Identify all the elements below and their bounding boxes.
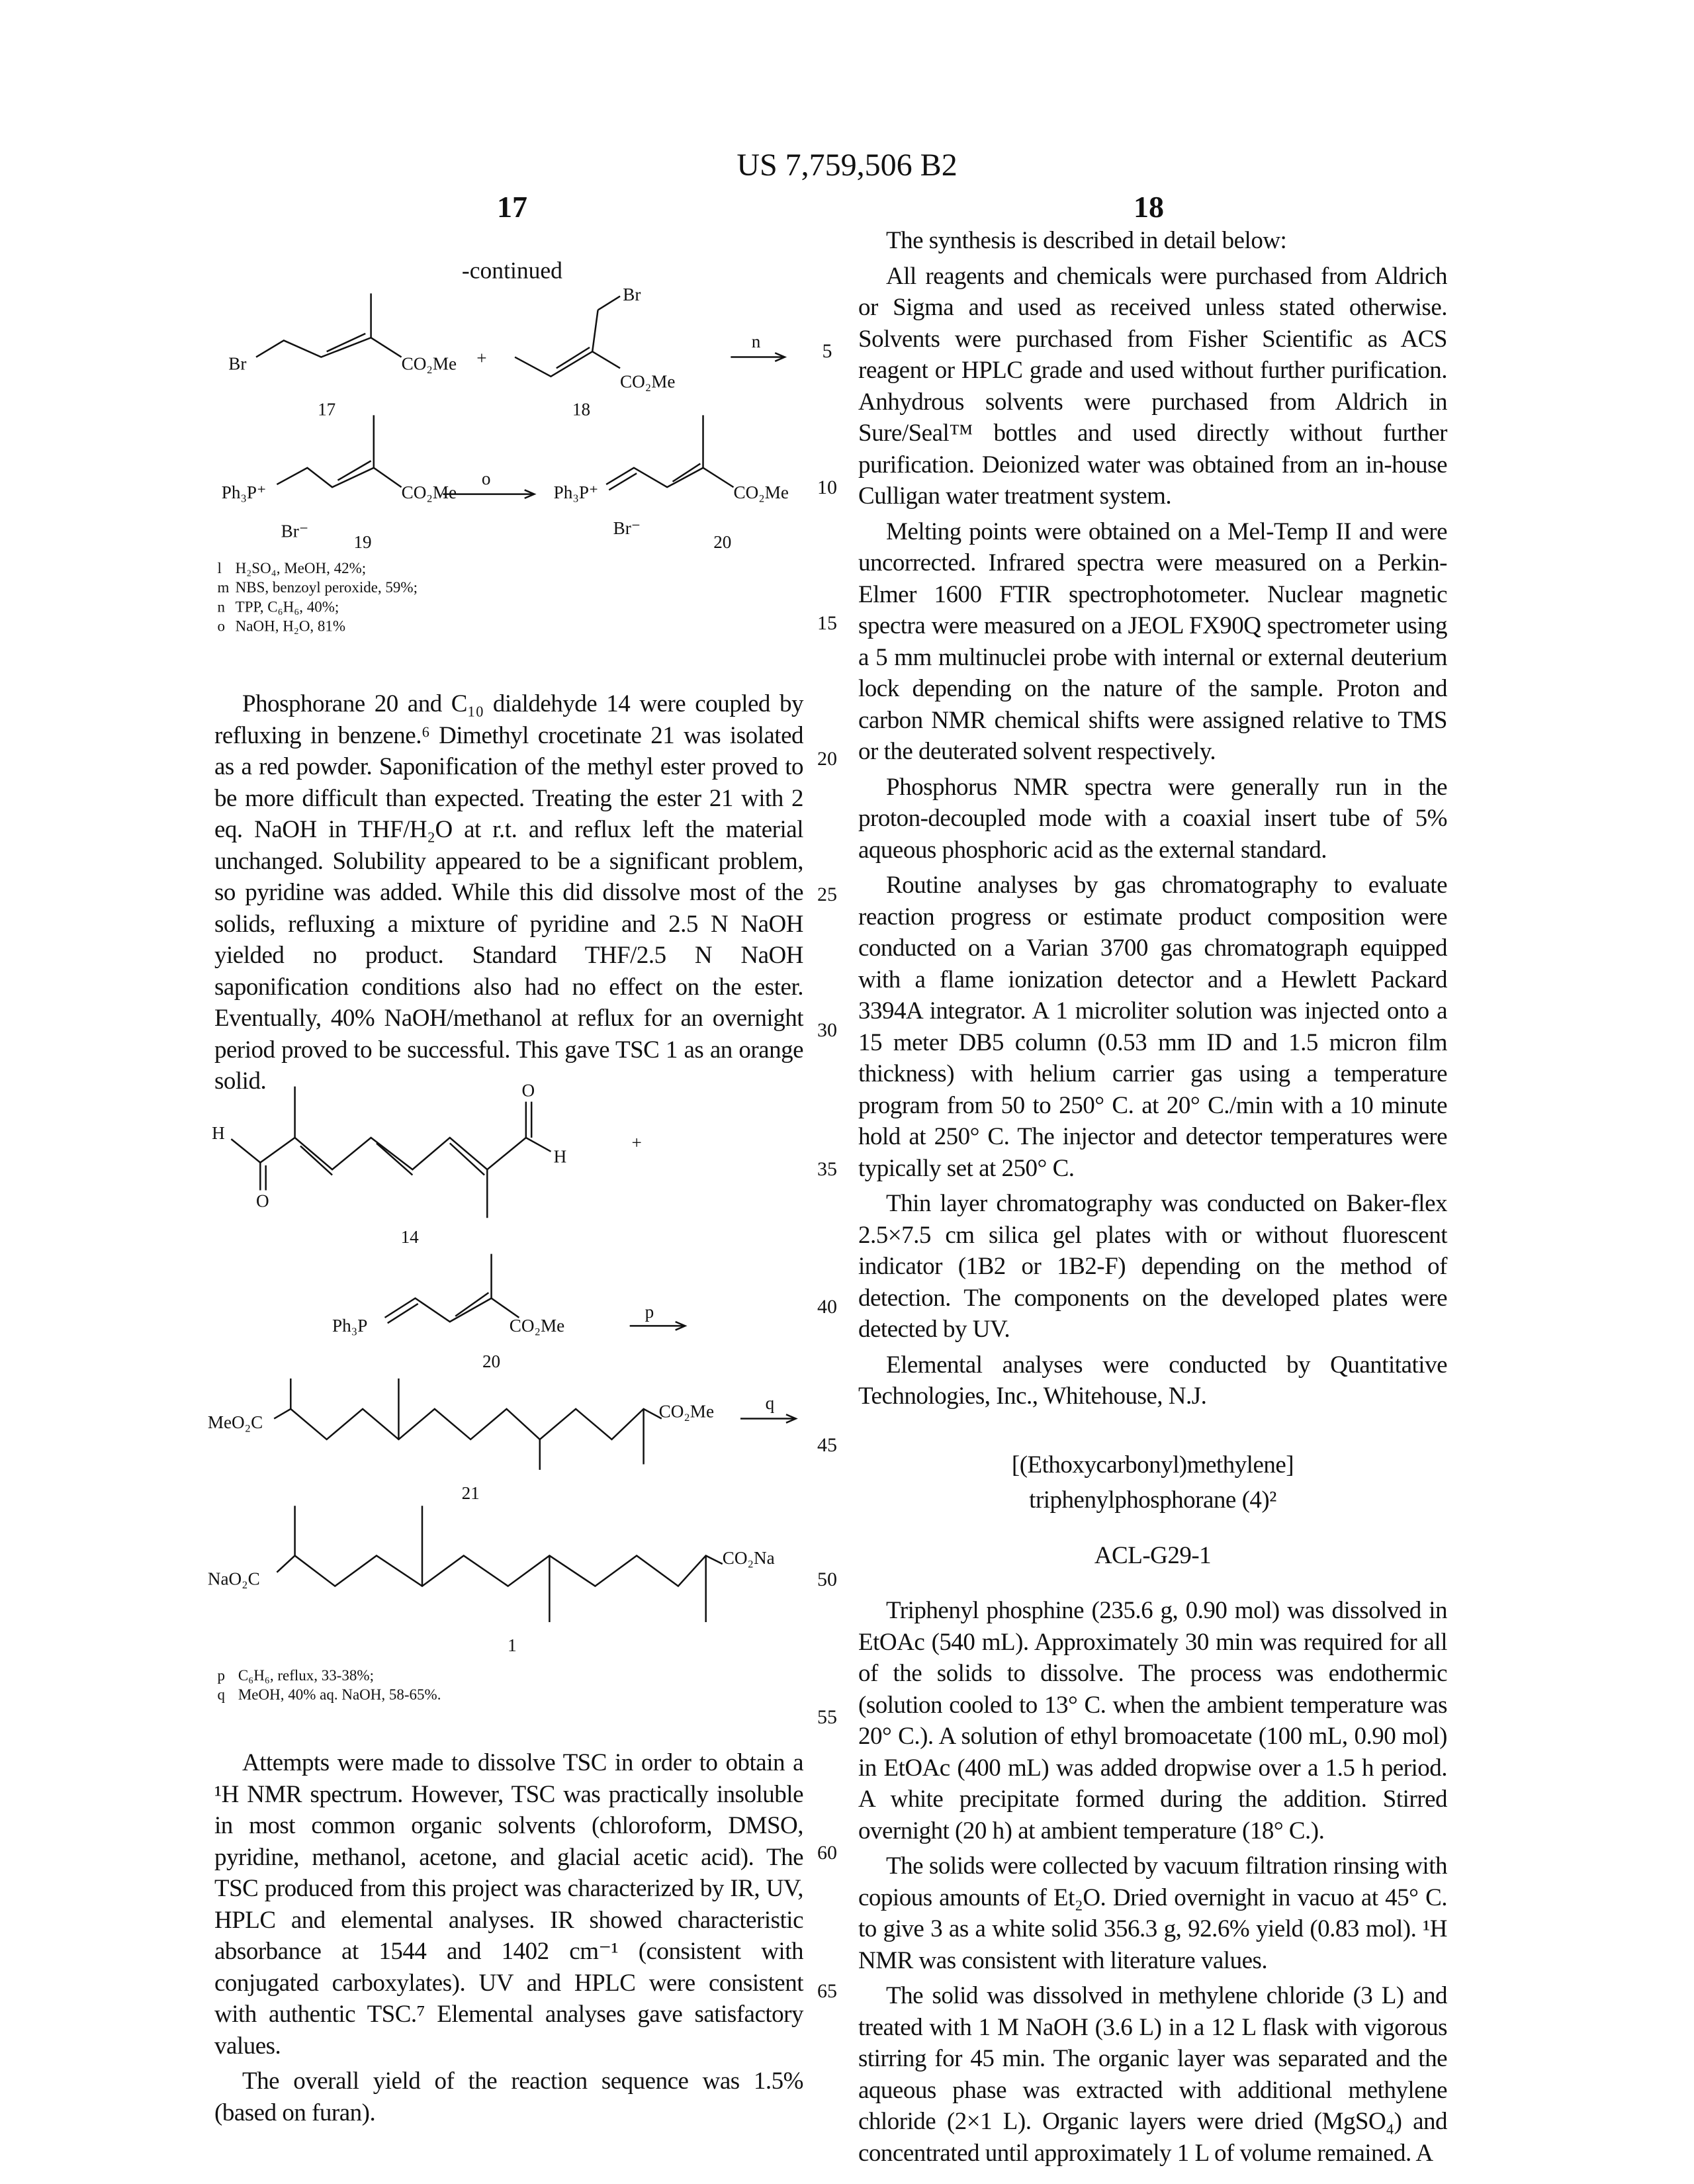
arrowhead xyxy=(525,490,535,498)
line-number: 55 xyxy=(811,1706,844,1729)
body-paragraph: Phosphorane 20 and C₁₀ dialdehyde 14 were coupled by refluxing in benzene.⁶ Dimethyl crocetinate 21 was isolated as a red powder. Saponification of the methyl ester proved to be more difficult than expected. Treating the ester 21 with 2 eq. NaOH in THF/H₂O at r.t. and reflux left the material unchanged. Solubility appeared to be a significant problem, so pyridine was added. While this did dissolve most of the solids, refluxing a mixture of pyridine and 2.5 N NaOH yielded no product. Standard THF/2.5 N NaOH saponification conditions also had no effect on the ester. Eventually, 40% NaOH/methanol at reflux for an overnight period proved to be successful. This gave TSC 1 as an orange solid. xyxy=(214,688,803,1097)
compound-14-structure xyxy=(231,1087,551,1218)
br-label: Br xyxy=(228,353,246,373)
condition-key: q xyxy=(217,1686,225,1703)
line-number: 50 xyxy=(811,1569,844,1591)
arrow-label-n: n xyxy=(752,332,761,351)
nao2c-label: NaO₂C xyxy=(208,1569,260,1588)
line-number: 20 xyxy=(811,748,844,770)
ph3p-label: Ph₃P xyxy=(332,1316,367,1336)
bromide-label: Br⁻ xyxy=(281,521,309,541)
right-column-number: 18 xyxy=(1083,189,1215,224)
compound-20-structure xyxy=(385,1254,519,1324)
compound-19-structure xyxy=(277,415,401,487)
br-label: Br xyxy=(623,285,641,304)
section-heading: [(Ethoxycarbonyl)methylene] xyxy=(858,1449,1447,1481)
compound-17-structure xyxy=(256,293,402,357)
section-subheading: ACL-G29-1 xyxy=(858,1540,1447,1572)
ph3p-label: Ph₃P⁺ xyxy=(554,482,599,502)
body-paragraph: Phosphorus NMR spectra were generally run in the proton-decoupled mode with a coaxial insert tube of 5% aqueous phosphoric acid as the external standard. xyxy=(858,772,1447,866)
body-paragraph: The solids were collected by vacuum filtration rinsing with copious amounts of Et₂O. Dried overnight in vacuo at 45° C. to give 3 as a white solid 356.3 g, 92.6% yield (0.83 mol). ¹H NMR was consistent with literature values. xyxy=(858,1850,1447,1976)
plus-sign: + xyxy=(631,1133,641,1153)
compound-1-structure xyxy=(277,1506,722,1622)
compound-20-structure xyxy=(606,415,733,490)
aldehyde-h-label: H xyxy=(554,1147,567,1167)
plus-sign: + xyxy=(476,348,486,368)
co2na-label: CO₂Na xyxy=(723,1548,775,1568)
co2me-label: CO₂Me xyxy=(659,1401,714,1421)
compound-label-1: 1 xyxy=(508,1635,517,1655)
left-column-lower xyxy=(214,1747,803,2132)
oxygen-label: O xyxy=(256,1191,269,1211)
condition-text: MeOH, 40% aq. NaOH, 58-65%. xyxy=(238,1686,441,1703)
condition-text: H₂SO₄, MeOH, 42%; xyxy=(236,560,366,576)
arrow-label-q: q xyxy=(766,1393,775,1413)
meo2c-label: MeO₂C xyxy=(208,1412,263,1432)
condition-text: NaOH, H₂O, 81% xyxy=(236,618,345,635)
compound-label-19: 19 xyxy=(353,532,371,552)
line-number: 30 xyxy=(811,1019,844,1042)
left-column-number: 17 xyxy=(446,189,578,224)
co2me-label: CO₂Me xyxy=(402,482,457,502)
right-column xyxy=(858,225,1447,2173)
body-paragraph: All reagents and chemicals were purchased from Aldrich or Sigma and used as received unless stated otherwise. Solvents were purchased from Fisher Scientific as ACS reagent or HPLC grade and used without further purification. Anhydrous solvents were purchased from Aldrich in Sure/Seal™ bottles and used directly without further purification. Deionized water was obtained from an in-house Culligan water treatment system. xyxy=(858,261,1447,512)
body-paragraph: Routine analyses by gas chromatography to evaluate reaction progress or estimate product composition were conducted on a Varian 3700 gas chromatograph equipped with a flame ionization detector and a Hewlett Packard 3394A integrator. A 1 microliter solution was injected onto a 15 meter DB5 column (0.53 mm ID and 1.5 micron film thickness) with helium carrier gas using a temperature program from 50 to 250° C. at 20° C./min with a 10 minute hold at 250° C. The injector and detector temperatures were typically set at 250° C. xyxy=(858,870,1447,1184)
condition-text: TPP, C₆H₆, 40%; xyxy=(236,598,339,615)
body-paragraph: The overall yield of the reaction sequence was 1.5% (based on furan). xyxy=(214,2066,803,2128)
body-paragraph: The synthesis is described in detail below: xyxy=(858,225,1447,257)
line-number: 65 xyxy=(811,1980,844,2003)
compound-label-20: 20 xyxy=(713,532,731,552)
line-number: 25 xyxy=(811,884,844,906)
arrowhead xyxy=(676,1322,686,1330)
arrowhead xyxy=(775,353,785,361)
aldehyde-h-label: H xyxy=(212,1123,225,1143)
line-number: 10 xyxy=(811,477,844,499)
line-number: 40 xyxy=(811,1296,844,1318)
line-number: 15 xyxy=(811,612,844,635)
line-number: 60 xyxy=(811,1842,844,1864)
compound-label-18: 18 xyxy=(572,399,590,419)
line-number: 5 xyxy=(811,340,844,363)
co2me-label: CO₂Me xyxy=(402,353,457,373)
condition-key: o xyxy=(217,618,224,635)
body-paragraph: The solid was dissolved in methylene chloride (3 L) and treated with 1 M NaOH (3.6 L) in a 12 L flask with vigorous stirring for 45 min. The organic layer was separated and the aqueous phase was extracted with additional methylene chloride (2×1 L). Organic layers were dried (MgSO₄) and concentrated until approximately 1 L of volume remained. A xyxy=(858,1980,1447,2169)
arrow-label-p: p xyxy=(645,1302,654,1322)
condition-key: p xyxy=(217,1667,224,1684)
line-number: 45 xyxy=(811,1434,844,1457)
continued-label: -continued xyxy=(462,257,562,283)
line-number: 35 xyxy=(811,1158,844,1181)
condition-text: NBS, benzoyl peroxide, 59%; xyxy=(236,579,418,596)
body-paragraph: Elemental analyses were conducted by Quantitative Technologies, Inc., Whitehouse, N.J. xyxy=(858,1349,1447,1412)
body-paragraph: Thin layer chromatography was conducted on Baker-flex 2.5×7.5 cm silica gel plates with or without fluorescent indicator (1B2 or 1B2-F) depending on the method of detection. The components on the developed plates were detected by UV. xyxy=(858,1188,1447,1345)
co2me-label: CO₂Me xyxy=(510,1316,564,1336)
condition-key: l xyxy=(217,560,221,576)
oxygen-label: O xyxy=(522,1080,535,1100)
compound-label-14: 14 xyxy=(401,1227,420,1247)
condition-text: C₆H₆, reflux, 33-38%; xyxy=(238,1667,374,1684)
condition-key: m xyxy=(217,579,229,596)
patent-number: US 7,759,506 B2 xyxy=(0,147,1694,183)
body-paragraph: Attempts were made to dissolve TSC in order to obtain a ¹H NMR spectrum. However, TSC was practically insoluble in most common organic solvents (chloroform, DMSO, pyridine, methanol, acetone, and glacial acetic acid). The TSC produced from this project was characterized by IR, UV, HPLC and elemental analyses. IR showed characteristic absorbance at 1544 and 1402 cm⁻¹ (consistent with conjugated carboxylates). UV and HPLC were consistent with authentic TSC.⁷ Elemental analyses gave satisfactory values. xyxy=(214,1747,803,2062)
compound-18-structure xyxy=(515,296,620,377)
body-paragraph: Melting points were obtained on a Mel-Temp II and were uncorrected. Infrared spectra were measured on a Perkin-Elmer 1600 FTIR spectrophotometer. Nuclear magnetic spectra were measured on a JEOL FX90Q spectrometer using a 5 mm multinuclei probe with internal or external deuterium lock depending on the nature of the sample. Proton and carbon NMR chemical shifts were assigned relative to TMS or the deuterated solvent respectively. xyxy=(858,516,1447,768)
bromide-label: Br⁻ xyxy=(613,518,641,538)
arrowhead xyxy=(786,1414,796,1423)
arrow-label-o: o xyxy=(482,469,491,488)
body-paragraph: Triphenyl phosphine (235.6 g, 0.90 mol) was dissolved in EtOAc (540 mL). Approximately 30 min was required for all of the solids to dissolve. The process was endothermic (solution cooled to 13° C. when the ambient temperature was 20° C.). A solution of ethyl bromoacetate (100 mL, 0.90 mol) in EtOAc (400 mL) was added dropwise over a 1.5 h period. A white precipitate formed during the addition. Stirred overnight (20 h) at ambient temperature (18° C.). xyxy=(858,1595,1447,1846)
compound-label-20: 20 xyxy=(482,1351,500,1371)
compound-label-21: 21 xyxy=(462,1483,480,1503)
condition-key: n xyxy=(217,598,225,615)
co2me-label: CO₂Me xyxy=(620,372,675,392)
compound-21-structure xyxy=(274,1379,662,1470)
section-heading: triphenylphosphorane (4)² xyxy=(858,1484,1447,1516)
ph3p-label: Ph₃P⁺ xyxy=(222,482,267,502)
compound-label-17: 17 xyxy=(318,399,335,419)
co2me-label: CO₂Me xyxy=(734,482,789,502)
left-column-upper xyxy=(214,688,803,1101)
